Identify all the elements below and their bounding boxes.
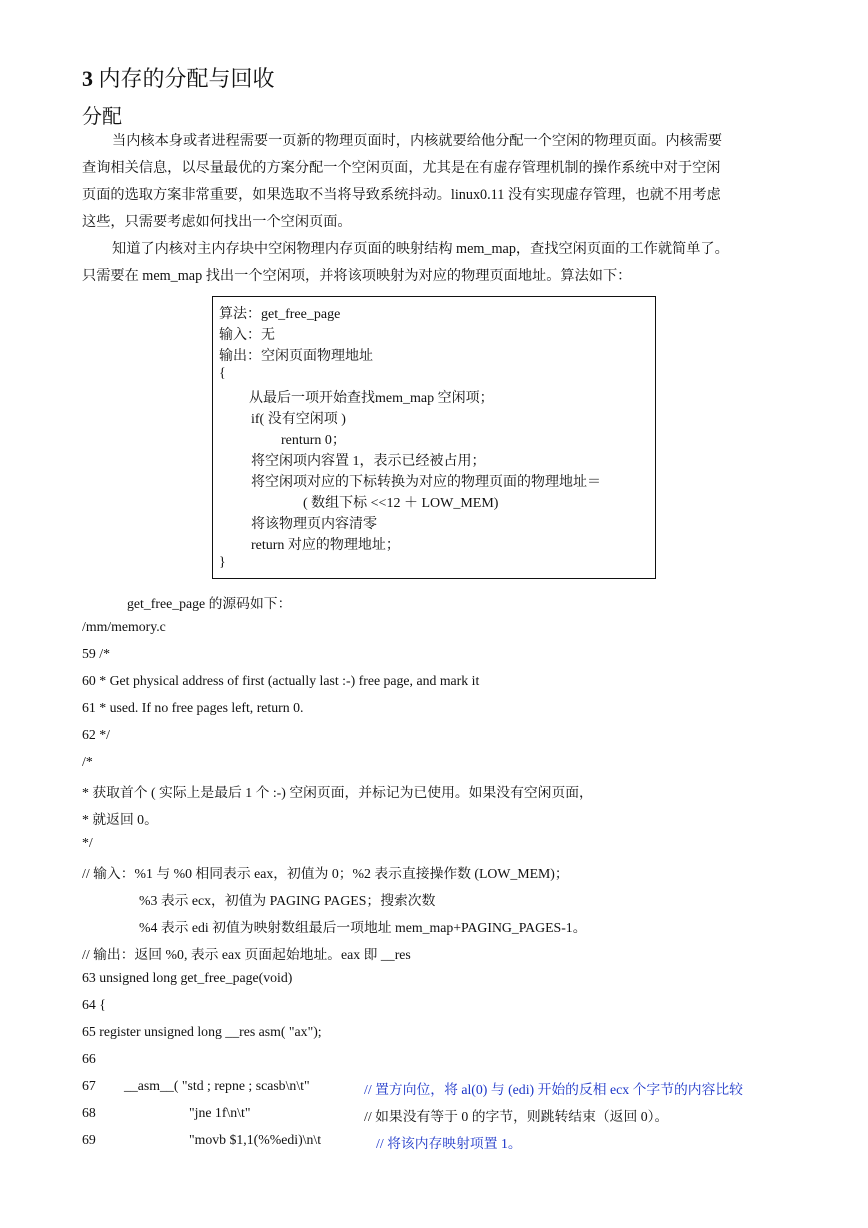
asm-code: __asm__( "std ; repne ; scasb\n\t"	[124, 1078, 310, 1093]
code-line: /mm/memory.c	[82, 619, 166, 634]
code-line: * 获取首个 ( 实际上是最后 1 个 :-) 空闲页面，并标记为已使用。如果没有空闲页面，	[82, 785, 593, 800]
paragraph-mem-map	[82, 236, 788, 290]
code-line: * 就返回 0。	[82, 812, 158, 827]
asm-code: "movb $1,1(%%edi)\n\t	[189, 1132, 322, 1147]
algorithm-line: }	[219, 555, 226, 570]
paragraph-line: 知道了内核对主内存块中空闲物理内存页面的映射结构 mem_map，查找空闲页面的工作就简单了。	[112, 241, 729, 257]
code-line: 61 * used. If no free pages left, return 0.	[82, 700, 304, 715]
paragraph-line: 当内核本身或者进程需要一页新的物理页面时，内核就要给他分配一个空闲的物理页面。内核需要	[112, 133, 723, 149]
paragraph-line: 页面的选取方案非常重要，如果选取不当将导致系统抖动。linux0.11 没有实现虚存管理，也就不用考虑	[82, 187, 721, 203]
source-intro: get_free_page 的源码如下：	[127, 596, 292, 611]
algorithm-line: if( 没有空闲项 )	[251, 412, 346, 427]
asm-comment: // 如果没有等于 0 的字节，则跳转结束（返回 0）。	[364, 1109, 669, 1124]
algorithm-line: 输出：空闲页面物理地址	[219, 349, 373, 364]
code-line: 62 */	[82, 727, 110, 742]
asm-code: "jne 1f\n\t"	[189, 1105, 251, 1120]
asm-comment: // 置方向位，将 al(0) 与 (edi) 开始的反相 ecx 个字节的内容比较	[364, 1082, 743, 1097]
paragraph-line: 这些，只需要考虑如何找出一个空闲页面。	[82, 214, 352, 230]
code-line: 66	[82, 1051, 96, 1066]
algorithm-line: {	[219, 366, 226, 381]
asm-line-number: 69	[82, 1132, 96, 1147]
asm-line-number: 68	[82, 1105, 96, 1120]
code-line: 65 register unsigned long __res asm( "ax");	[82, 1024, 322, 1039]
code-line: 60 * Get physical address of first (actually last :-) free page, and mark it	[82, 673, 480, 688]
code-line: 63 unsigned long get_free_page(void)	[82, 970, 293, 985]
code-line: // 输入：%1 与 %0 相同表示 eax，初值为 0；%2 表示直接操作数 (LOW_MEM)；	[82, 866, 569, 881]
algorithm-box	[212, 296, 656, 579]
paragraph-intro	[82, 128, 788, 236]
algorithm-line: 将该物理页内容清零	[251, 517, 377, 532]
algorithm-line: 从最后一项开始查找mem_map 空闲项；	[249, 391, 494, 406]
code-line: 59 /*	[82, 646, 110, 661]
subsection-heading: 分配	[82, 106, 122, 128]
section-title: 内存的分配与回收	[98, 66, 275, 91]
algorithm-line: 将空闲项内容置 1，表示已经被占用；	[251, 454, 486, 469]
code-line: %4 表示 edi 初值为映射数组最后一项地址 mem_map+PAGING_PAGES-1。	[139, 920, 587, 935]
code-line: %3 表示 ecx，初值为 PAGING PAGES；搜索次数	[139, 893, 436, 908]
algorithm-line: return 对应的物理地址；	[251, 538, 400, 553]
section-heading	[82, 62, 275, 93]
asm-line-number: 67	[82, 1078, 96, 1093]
algorithm-line: 将空闲项对应的下标转换为对应的物理页面的物理地址＝	[251, 475, 601, 490]
code-line: 64 {	[82, 997, 106, 1012]
asm-comment: // 将该内存映射项置 1。	[376, 1136, 522, 1151]
code-line: */	[82, 835, 93, 850]
code-line: // 输出：返回 %0, 表示 eax 页面起始地址。eax 即 __res	[82, 947, 411, 962]
paragraph-line: 只需要在 mem_map 找出一个空闲项，并将该项映射为对应的物理页面地址。算法如下：	[82, 268, 632, 284]
code-line: /*	[82, 754, 93, 769]
section-number: 3	[82, 66, 93, 91]
algorithm-line: 输入：无	[219, 328, 275, 343]
algorithm-line: 算法：get_free_page	[219, 307, 341, 322]
paragraph-line: 查询相关信息，以尽量最优的方案分配一个空闲页面，尤其是在有虚存管理机制的操作系统中对于空闲	[82, 160, 721, 176]
algorithm-line: renturn 0；	[281, 433, 346, 448]
algorithm-line: ( 数组下标 <<12 ＋ LOW_MEM)	[303, 496, 499, 511]
